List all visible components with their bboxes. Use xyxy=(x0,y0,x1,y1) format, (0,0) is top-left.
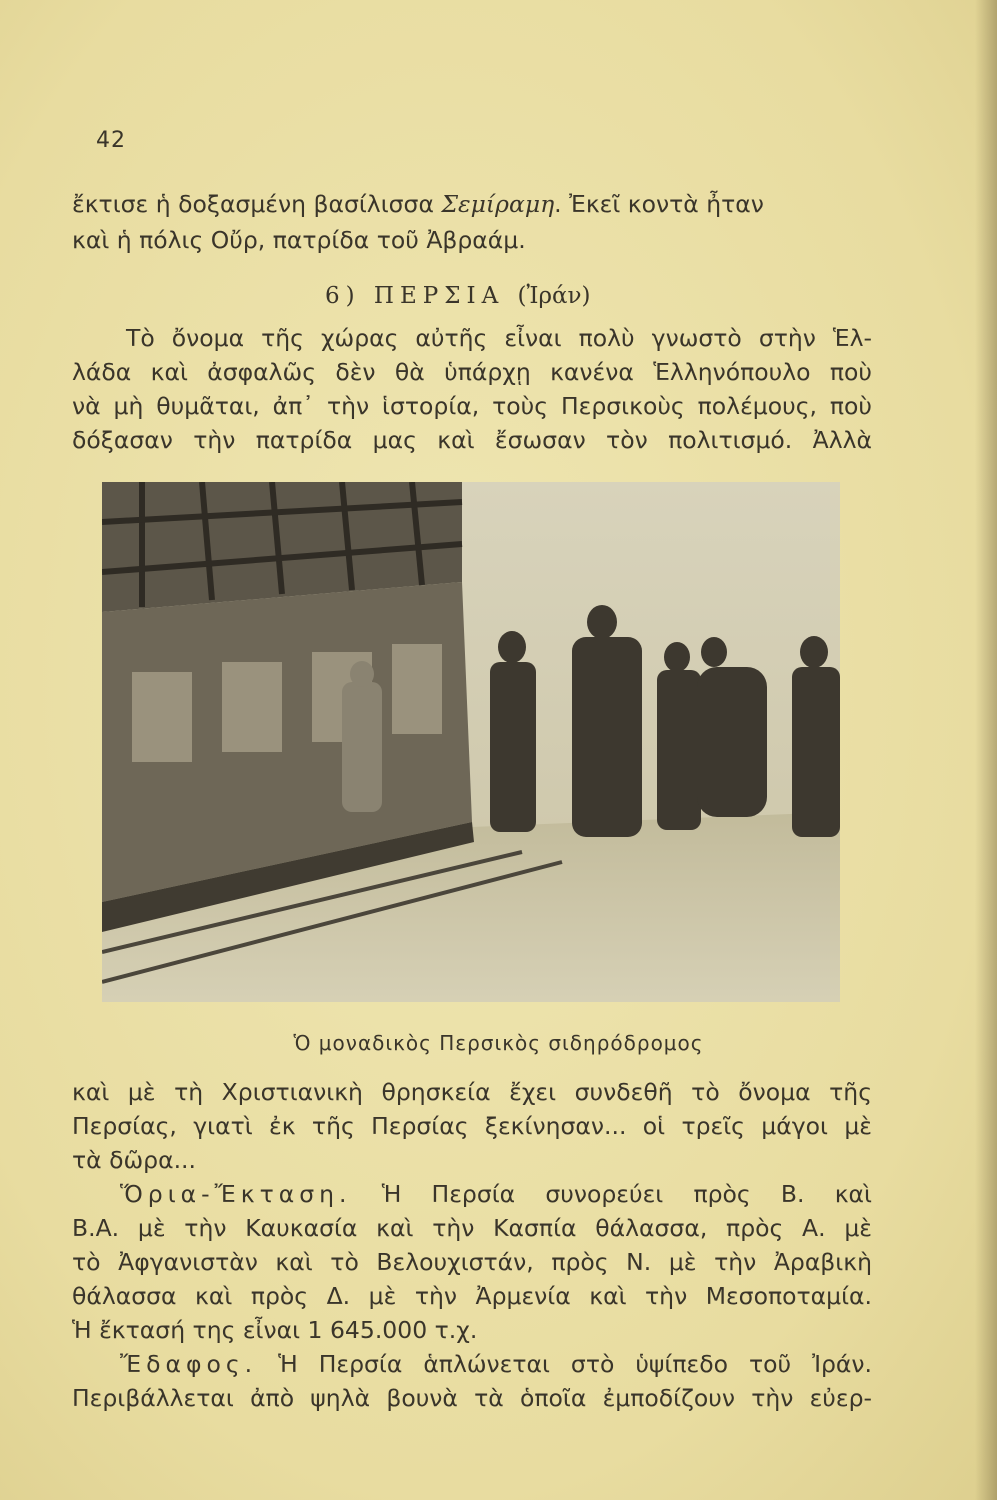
section-heading xyxy=(325,283,590,309)
text-line-13: θάλασσα καὶ πρὸς Δ. μὲ τὴν Ἀρμενία καὶ τὴν Μεσοποταμία. xyxy=(72,1282,872,1310)
heading-label: 6) ΠΕΡΣΙΑ xyxy=(325,283,505,309)
text-line-1 xyxy=(72,188,872,220)
text-line-4: λάδα καὶ ἀσφαλῶς δὲν θὰ ὑπάρχῃ κανένα Ἑλληνόπουλο ποὺ xyxy=(72,358,872,386)
text-line-6: δόξασαν τὴν πατρίδα μας καὶ ἔσωσαν τὸν πολιτισμό. Ἀλλὰ xyxy=(72,426,872,454)
text-line-2: καὶ ἡ πόλις Οὔρ, πατρίδα τοῦ Ἀβραάμ. xyxy=(72,226,526,254)
text-line-3: Τὸ ὄνομα τῆς χώρας αὐτῆς εἶναι πολὺ γνωστὸ στὴν Ἑλ- xyxy=(126,324,872,352)
photo-illustration xyxy=(102,482,840,1002)
railway-photograph xyxy=(102,482,840,1002)
text-line-10 xyxy=(120,1178,872,1210)
text-line-8: Περσίας, γιατὶ ἐκ τῆς Περσίας ξεκίνησαν... οἱ τρεῖς μάγοι μὲ xyxy=(72,1112,872,1140)
text-fragment: . Ἐκεῖ κοντὰ ἦταν xyxy=(554,190,764,218)
text-line-12: τὸ Ἀφγανιστὰν καὶ τὸ Βελουχιστάν, πρὸς Ν. μὲ τὴν Ἀραβικὴ xyxy=(72,1248,872,1276)
text-fragment: Ἡ Περσία ἁπλώνεται στὸ ὑψίπεδο τοῦ Ἰράν. xyxy=(257,1350,872,1378)
photo-caption: Ὁ μοναδικὸς Περσικὸς σιδηρόδρομος xyxy=(293,1031,704,1055)
text-line-15 xyxy=(120,1348,872,1380)
page-number: 42 xyxy=(96,128,126,153)
text-fragment: ἔκτισε ἡ δοξασμένη βασίλισσα xyxy=(72,190,442,218)
text-line-16: Περιβάλλεται ἀπὸ ψηλὰ βουνὰ τὰ ὁποῖα ἐμποδίζουν τὴν εὐερ- xyxy=(72,1384,872,1412)
text-fragment: Ἡ Περσία συνορεύει πρὸς Β. καὶ xyxy=(351,1180,872,1208)
text-line-7: καὶ μὲ τὴ Χριστιανικὴ θρησκεία ἔχει συνδεθῆ τὸ ὄνομα τῆς xyxy=(72,1078,872,1106)
text-line-14: Ἡ ἔκτασή της εἶναι 1 645.000 τ.χ. xyxy=(72,1316,478,1344)
text-line-11: Β.Α. μὲ τὴν Καυκασία καὶ τὴν Κασπία θάλασσα, πρὸς Α. μὲ xyxy=(72,1214,872,1242)
subheading-terrain: Ἔδαφος. xyxy=(120,1350,258,1378)
subheading-borders: Ὅρια-Ἔκταση. xyxy=(120,1180,352,1208)
heading-subtitle: (Ἰράν) xyxy=(517,283,591,309)
text-line-9: τὰ δῶρα... xyxy=(72,1146,196,1174)
page-edge-shadow xyxy=(975,0,997,1500)
text-line-5: νὰ μὴ θυμᾶται, ἀπ᾽ τὴν ἱστορία, τοὺς Περσικοὺς πολέμους, ποὺ xyxy=(72,392,872,420)
emphasized-name: Σεμίραμη xyxy=(441,190,555,218)
